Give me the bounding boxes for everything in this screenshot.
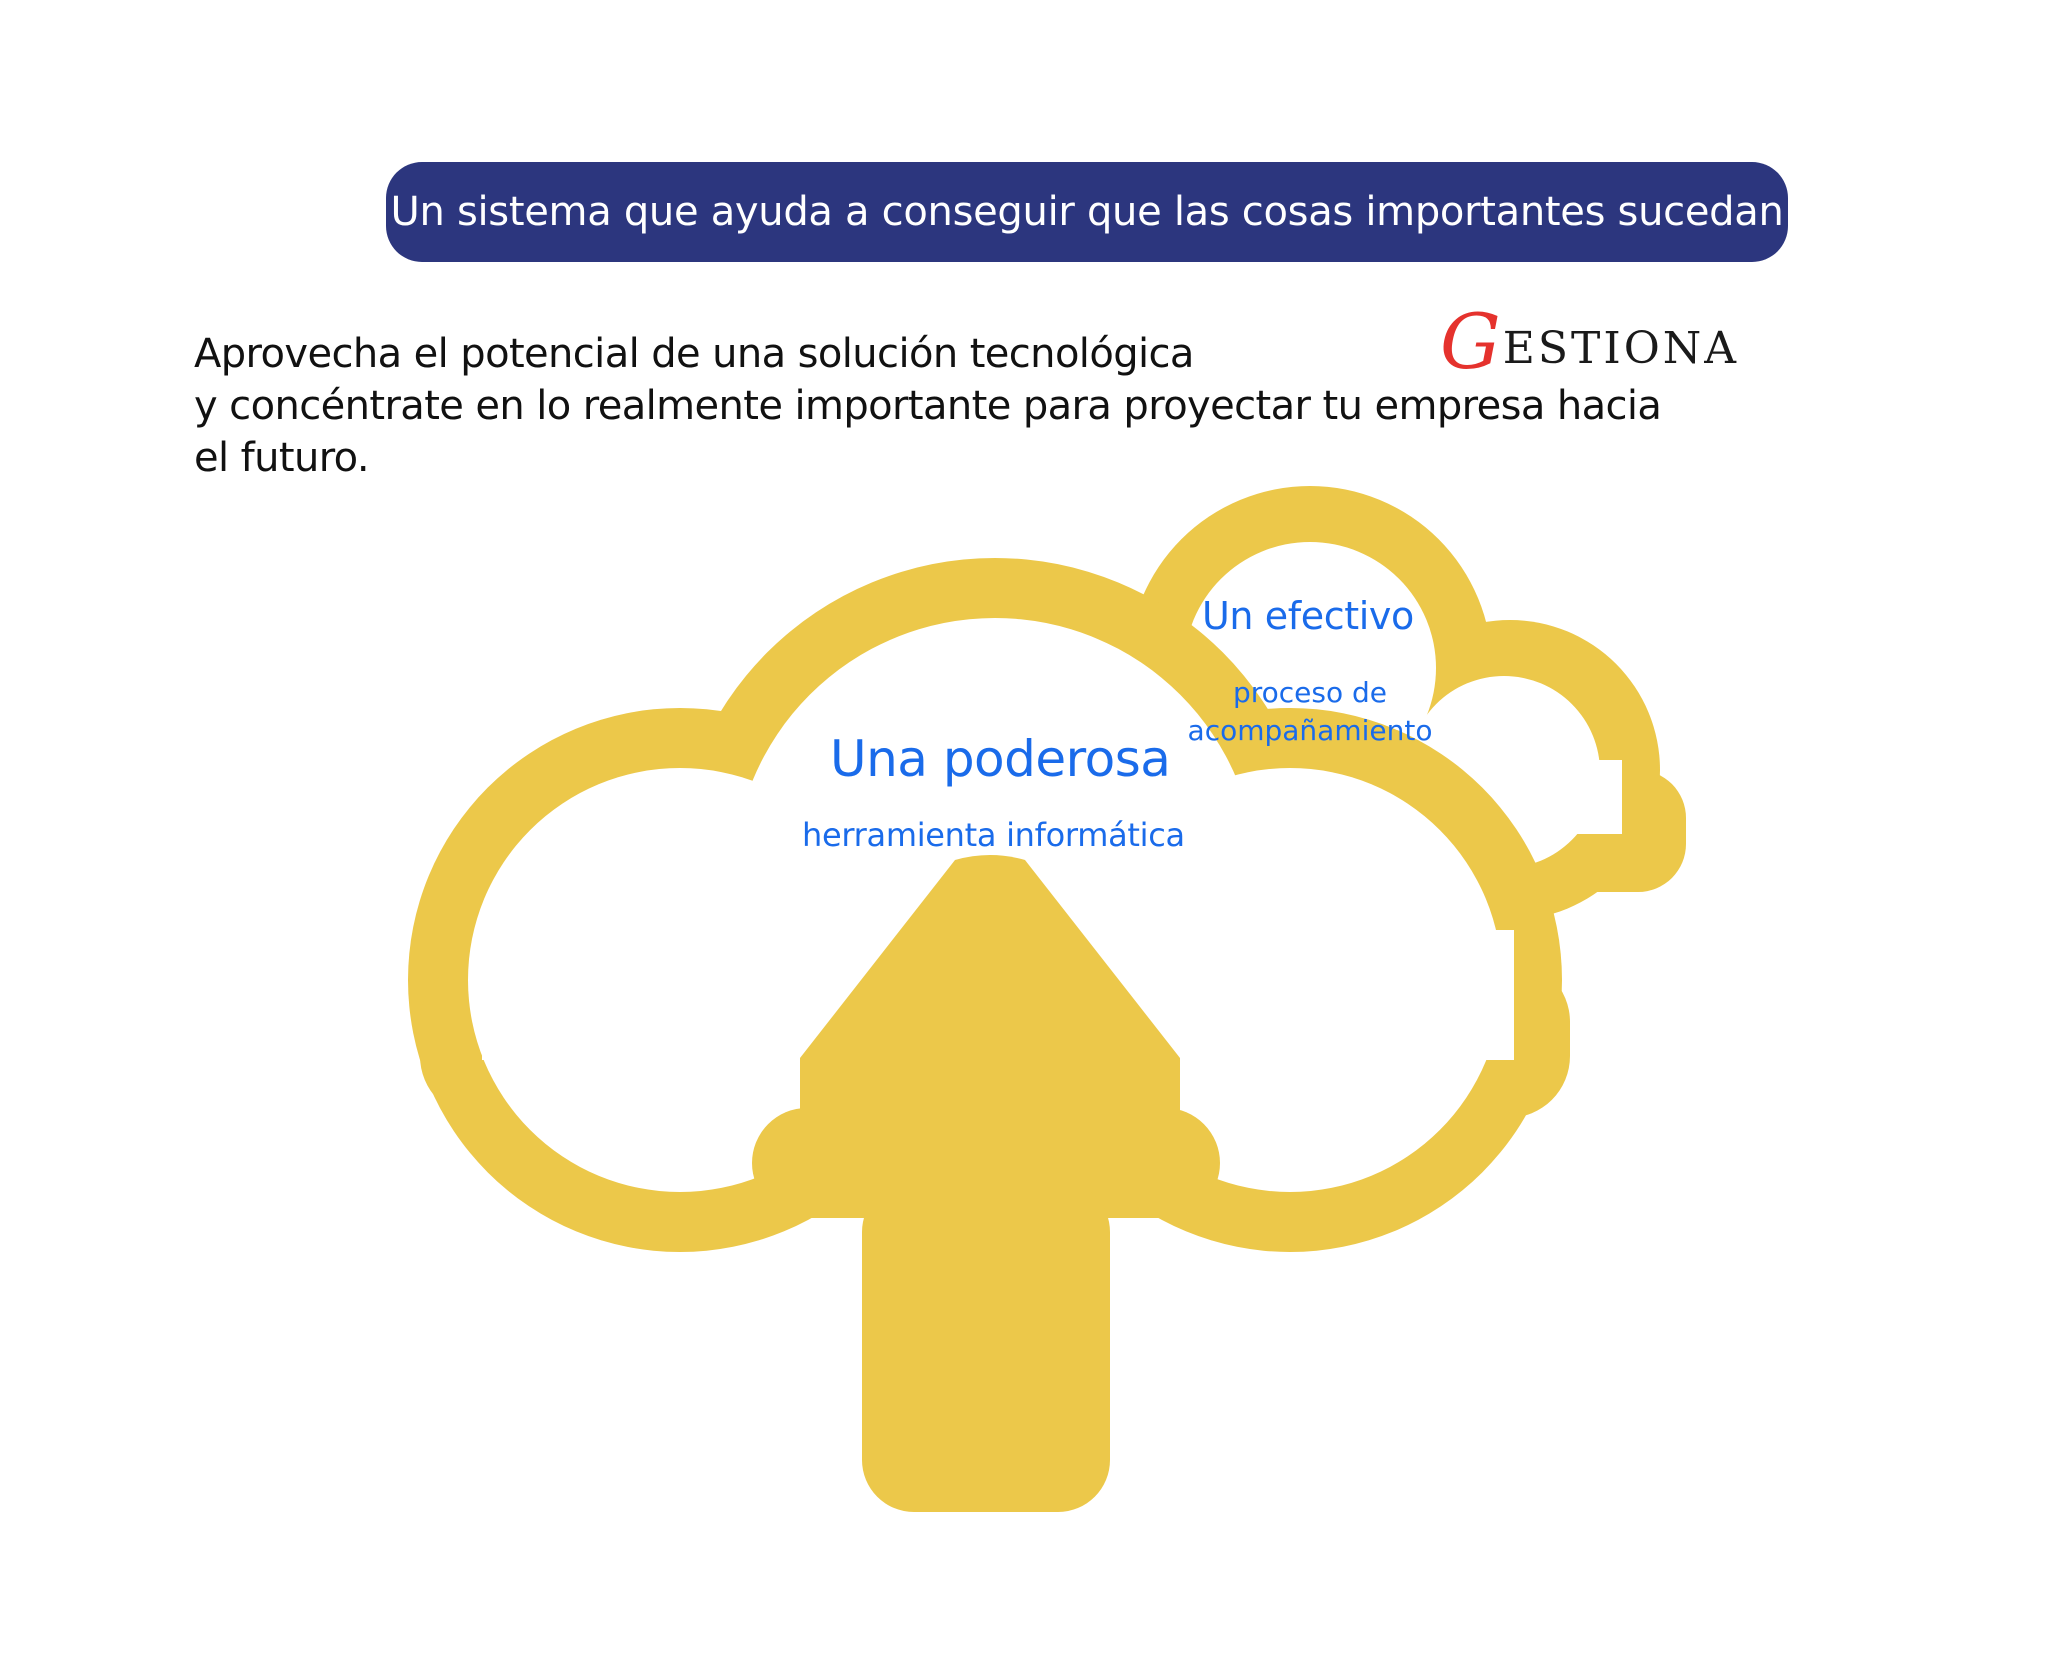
small-cloud-title: Un efectivo — [1202, 594, 1414, 638]
main-cloud-subtitle: herramienta informática — [802, 816, 1185, 854]
main-cloud-title: Una poderosa — [830, 730, 1171, 788]
tagline-text: Un sistema que ayuda a conseguir que las cosas importantes sucedan — [390, 189, 1784, 235]
small-cloud-subtitle — [1185, 674, 1435, 750]
logo-wordmark: ESTIONA — [1502, 323, 1740, 374]
intro-line-3: el futuro. — [194, 435, 369, 481]
small-cloud-subtitle-line-1: proceso de — [1232, 676, 1388, 709]
intro-line-2: y concéntrate en lo realmente importante para proyectar tu empresa hacia — [194, 383, 1662, 429]
logo-initial: G — [1440, 297, 1501, 386]
intro-line-1: Aprovecha el potencial de una solución tecnológica — [194, 331, 1194, 377]
small-cloud-subtitle-line-2: acompañamiento — [1187, 714, 1433, 747]
